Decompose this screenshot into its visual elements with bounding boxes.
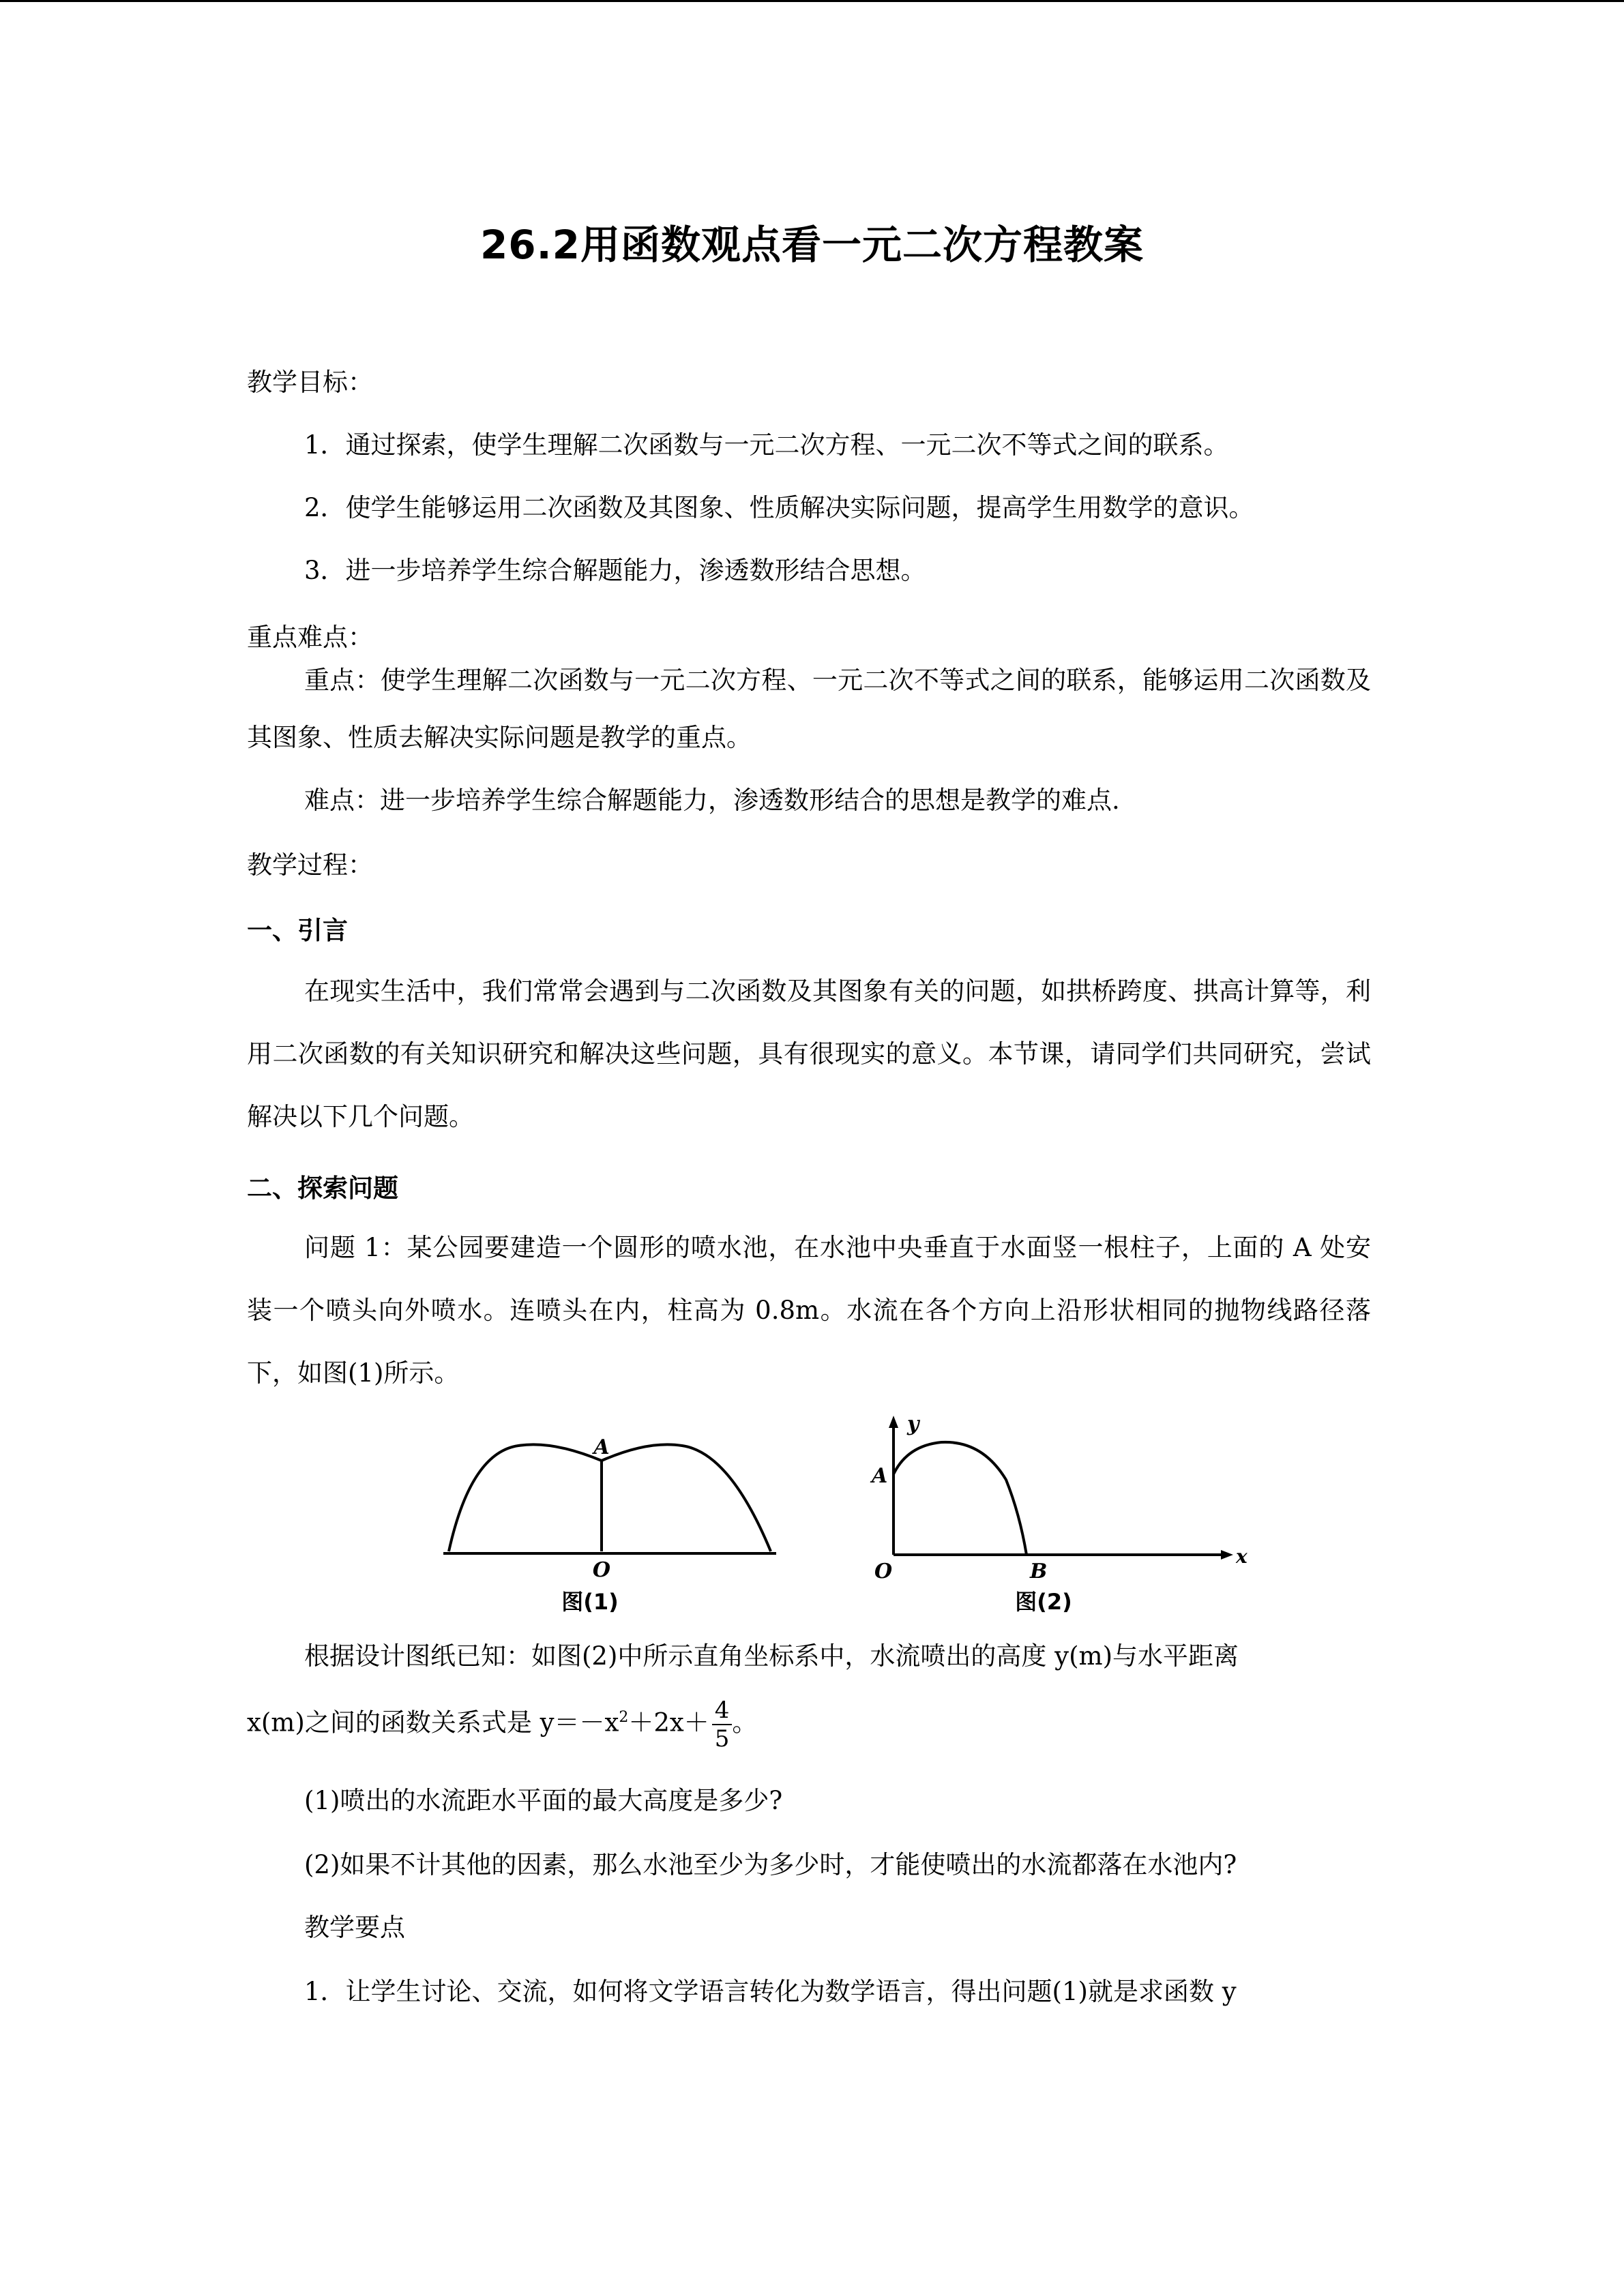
figure-2-label-b: B [1030,1560,1048,1583]
section-2-title: 二、探索问题 [247,1174,398,1203]
figure-1-left-parabola [449,1444,602,1551]
figure-1-right-parabola [602,1444,771,1551]
figure-1-label-o: O [592,1558,611,1582]
figure-2-label-a: A [872,1464,888,1488]
function-formula-line [247,1687,757,1753]
figure-2 [870,1412,1247,1615]
key-points-heading: 重点难点： [247,623,373,652]
key-point-paragraph: 重点：使学生理解二次函数与一元二次方程、一元二次不等式之间的联系，能够运用二次函数及其图象、性质去解决实际问题是教学的重点。 [247,666,1371,752]
figure-1-caption: 图(1) [561,1589,619,1615]
fraction-numerator: 4 [712,1697,733,1725]
formula-middle: ＋2x＋ [628,1708,709,1738]
figure-2-caption: 图(2) [1015,1589,1072,1615]
formula-suffix: 。 [732,1708,758,1738]
fraction-denominator: 5 [714,1725,730,1753]
figure-2-label-o: O [874,1560,893,1583]
formula-exponent: 2 [619,1709,629,1726]
objective-item-2: 2．使学生能够运用二次函数及其图象、性质解决实际问题，提高学生用数学的意识。 [304,493,1254,522]
figure-1-label-a: A [593,1435,610,1459]
y-axis-arrow-icon [889,1416,898,1428]
question-1: (1)喷出的水流距水平面的最大高度是多少? [304,1786,783,1815]
page-title: 26.2用函数观点看一元二次方程教案 [479,222,1145,268]
objectives-heading: 教学目标： [247,368,373,397]
section-1-title: 一、引言 [247,916,348,945]
figure-1 [443,1435,776,1615]
figure-2-parabola [894,1442,1027,1555]
formula-prefix: x(m)之间的函数关系式是 y＝－x [247,1708,619,1738]
teaching-point-1: 1．让学生讨论、交流，如何将文学语言转化为数学语言，得出问题(1)就是求函数 y [304,1977,1237,2006]
formula-fraction [712,1697,733,1753]
fountain-figures [443,1412,1248,1616]
problem-1-paragraph: 问题 1：某公园要建造一个圆形的喷水池，在水池中央垂直于水面竖一根柱子，上面的 A 处安装一个喷头向外喷水。连喷头在内，柱高为 0.8m。水流在各个方向上沿形状相同的抛物线路径落下，如图(1)所示。 [247,1233,1371,1388]
difficulty-paragraph: 难点：进一步培养学生综合解题能力，渗透数形结合的思想是教学的难点. [304,786,1120,815]
figure-2-label-x: x [1236,1545,1247,1568]
x-axis-arrow-icon [1221,1550,1233,1560]
objective-item-3: 3．进一步培养学生综合解题能力，渗透数形结合思想。 [304,556,926,585]
teaching-points-heading: 教学要点 [304,1913,405,1942]
top-border-line [0,0,1624,2]
figure-2-label-y: y [907,1412,919,1436]
design-paragraph-line-1: 根据设计图纸已知：如图(2)中所示直角坐标系中，水流喷出的高度 y(m)与水平距离 [304,1641,1239,1671]
question-2: (2)如果不计其他的因素，那么水池至少为多少时，才能使喷出的水流都落在水池内? [304,1850,1237,1879]
objective-item-1: 1．通过探索，使学生理解二次函数与一元二次方程、一元二次不等式之间的联系。 [304,430,1229,460]
section-1-paragraph: 在现实生活中，我们常常会遇到与二次函数及其图象有关的问题，如拱桥跨度、拱高计算等，利用二次函数的有关知识研究和解决这些问题，具有很现实的意义。本节课，请同学们共同研究，尝试解决以下几个问题。 [247,976,1371,1131]
process-heading: 教学过程： [247,850,373,880]
